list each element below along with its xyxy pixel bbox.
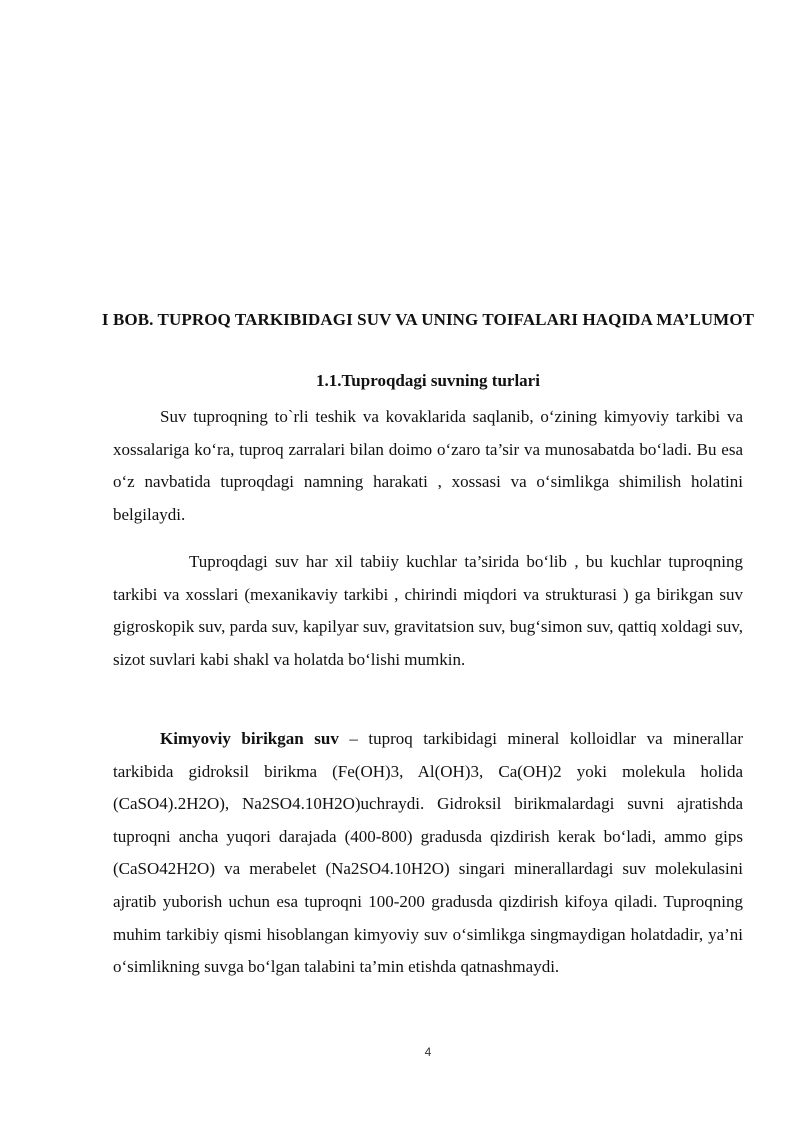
paragraph-soil-water-interaction: Suv tuproqning to`rli teshik va kovaklarida saqlanib, o‘zining kimyoviy tarkibi va xossalariga ko‘ra, tuproq zarralari bilan doimo o‘zaro ta’sir va munosabatda bo‘ladi. Bu esa o‘z navbatida tuproqdagi namning harakati , xossasi va o‘simlikga shimilish holatini belgilaydi. bbox=[113, 407, 743, 524]
paragraph-water-forms: Tuproqdagi suv har xil tabiiy kuchlar ta’sirida bo‘lib , bu kuchlar tuproqning tarkibi va xosslari (mexanikaviy tarkibi , chirindi miqdori va strukturasi ) ga birikgan suv gigroskopik suv, parda suv, kapilyar suv, gravitatsion suv, bug‘simon suv, qattiq xoldagi suv, sizot suvlari kabi shakl va holatda bo‘lishi mumkin. bbox=[113, 552, 743, 669]
paragraph-chemically-bound-water-text: – tuproq tarkibidagi mineral kolloidlar va minerallar tarkibida gidroksil birikma (Fe(OH)3, Al(OH)3, Ca(OH)2 yoki molekula holida (CaSO4).2H2O), Na2SO4.10H2O)uchraydi. Gidroksil birikmalardagi suvni ajratishda tuproqni ancha yuqori darajada (400-800) gradusda qizdirish kerak bo‘ladi, ammo gips (CaSO42H2O) va merabelet (Na2SO4.10H2O) singari minerallardagi suv molekulasini ajratib yuborish uchun esa tuproqni 100-200 gradusda qizdirish kifoya qiladi. Tuproqning muhim tarkibiy qismi hisoblangan kimyoviy suv o‘simlikga singmaydigan holatdadir, ya’ni o‘simlikning suvga bo‘lgan talabini ta’min etishda qatnashmaydi. bbox=[113, 729, 743, 977]
paragraph-chemically-bound-water bbox=[113, 723, 743, 984]
section-title: 1.1.Tuproqdagi suvning turlari bbox=[316, 371, 540, 390]
page-number: 4 bbox=[424, 1045, 432, 1059]
term-chemically-bound-water: Kimyoviy birikgan suv bbox=[160, 729, 339, 748]
chapter-title: I BOB. TUPROQ TARKIBIDAGI SUV VA UNING TOIFALARI HAQIDA MA’LUMOT bbox=[101, 310, 755, 329]
